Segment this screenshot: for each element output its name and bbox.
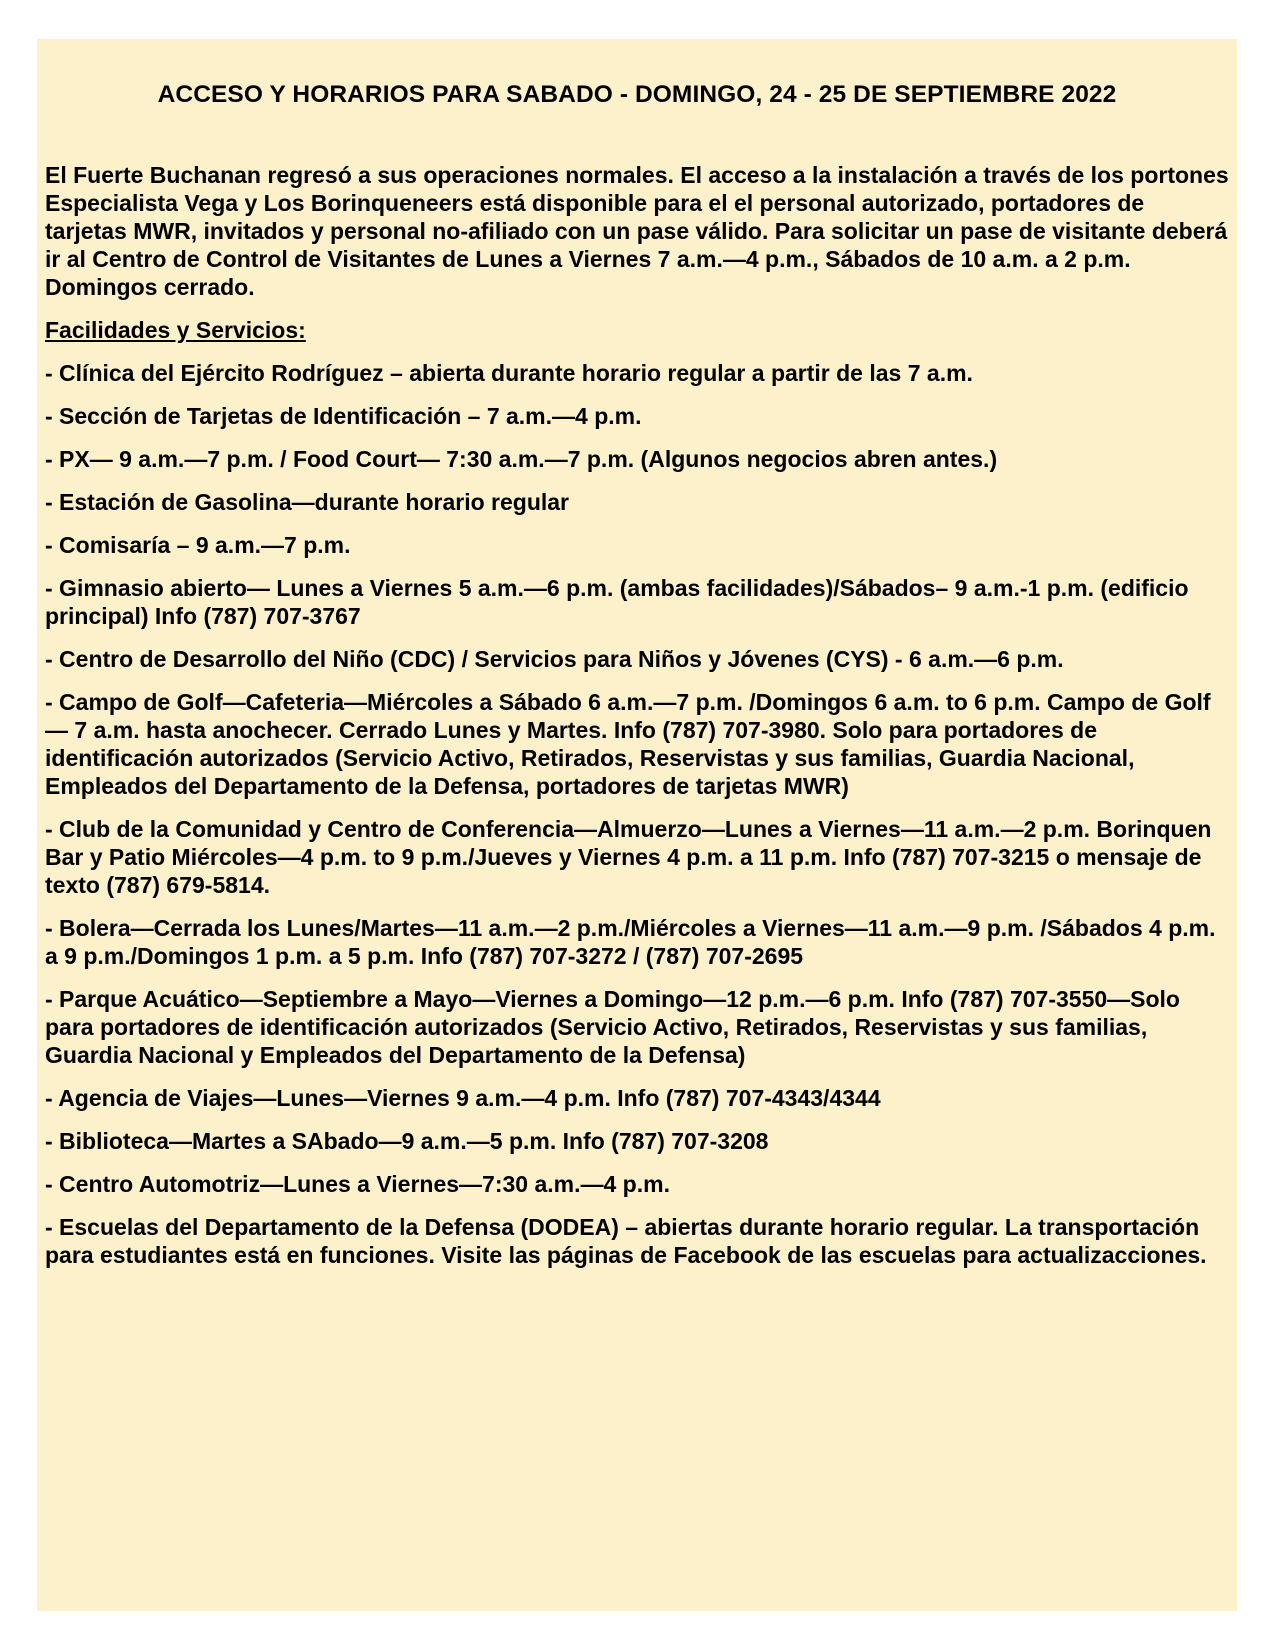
services-list [45,359,1229,1269]
section-heading-colon: : [298,317,306,343]
section-heading-facilities [45,316,1229,344]
service-item-gym: - Gimnasio abierto— Lunes a Viernes 5 a.m.—6 p.m. (ambas facilidades)/Sábados– 9 a.m.-1 p.m. (edificio principal) Info (787) 707-3767 [45,575,1189,629]
service-item-gas-station: - Estación de Gasolina—durante horario regular [45,489,570,515]
service-item-auto-center: - Centro Automotriz—Lunes a Viernes—7:30 a.m.—4 p.m. [45,1171,670,1197]
service-item-community-club: - Club de la Comunidad y Centro de Conferencia—Almuerzo—Lunes a Viernes—11 a.m.—2 p.m. Borinquen Bar y Patio Miércoles—4 p.m. to 9 p.m./Jueves y Viernes 4 p.m. a 11 p.m. Info (787) 707-3215 o mensaje de texto (787) 679-5814. [45,816,1212,898]
service-item-id-cards: - Sección de Tarjetas de Identificación – 7 a.m.—4 p.m. [45,403,642,429]
service-item-travel-agency: - Agencia de Viajes—Lunes—Viernes 9 a.m.—4 p.m. Info (787) 707-4343/4344 [45,1085,881,1111]
section-heading-label: Facilidades y Servicios [45,317,299,343]
service-item-library: - Biblioteca—Martes a SAbado—9 a.m.—5 p.m. Info (787) 707-3208 [45,1128,769,1154]
intro-paragraph: El Fuerte Buchanan regresó a sus operaciones normales. El acceso a la instalación a través de los portones Especialista Vega y Los Borinqueneers está disponible para el el personal autorizado, portadores de tarjetas MWR, invitados y personal no-afiliado con un pase válido. Para solicitar un pase de visitante deberá ir al Centro de Control de Visitantes de Lunes a Viernes 7 a.m.—4 p.m., Sábados de 10 a.m. a 2 p.m. Domingos cerrado. [45,162,1229,300]
service-item-px-food-court: - PX— 9 a.m.—7 p.m. / Food Court— 7:30 a.m.—7 p.m. (Algunos negocios abren antes.) [45,446,998,472]
service-item-bowling: - Bolera—Cerrada los Lunes/Martes—11 a.m.—2 p.m./Miércoles a Viernes—11 a.m.—9 p.m. /Sábados 4 p.m. a 9 p.m./Domingos 1 p.m. a 5 p.m. Info (787) 707-3272 / (787) 707-2695 [45,915,1216,969]
document-title: ACCESO Y HORARIOS PARA SABADO - DOMINGO, 24 - 25 DE SEPTIEMBRE 2022 [157,81,1117,108]
notice-panel [37,39,1237,1611]
service-item-clinic: - Clínica del Ejército Rodríguez – abierta durante horario regular a partir de las 7 a.m. [45,360,973,386]
service-item-child-development: - Centro de Desarrollo del Niño (CDC) / Servicios para Niños y Jóvenes (CYS) - 6 a.m.—6 p.m. [45,646,1064,672]
service-item-commissary: - Comisaría – 9 a.m.—7 p.m. [45,532,351,558]
service-item-golf: - Campo de Golf—Cafeteria—Miércoles a Sábado 6 a.m.—7 p.m. /Domingos 6 a.m. to 6 p.m. Campo de Golf — 7 a.m. hasta anochecer. Cerrado Lunes y Martes. Info (787) 707-3980. Solo para portadores de identificación autorizados (Servicio Activo, Retirados, Reservistas y sus familias, Guardia Nacional, Empleados del Departamento de la Defensa, portadores de tarjetas MWR) [45,689,1211,799]
service-item-dodea-schools: - Escuelas del Departamento de la Defensa (DODEA) – abiertas durante horario regular. La transportación para estudiantes está en funciones. Visite las páginas de Facebook de las escuelas para actualizacciones. [45,1214,1207,1268]
service-item-water-park: - Parque Acuático—Septiembre a Mayo—Viernes a Domingo—12 p.m.—6 p.m. Info (787) 707-3550—Solo para portadores de identificación autorizados (Servicio Activo, Retirados, Reservistas y sus familias, Guardia Nacional y Empleados del Departamento de la Defensa) [45,986,1180,1068]
